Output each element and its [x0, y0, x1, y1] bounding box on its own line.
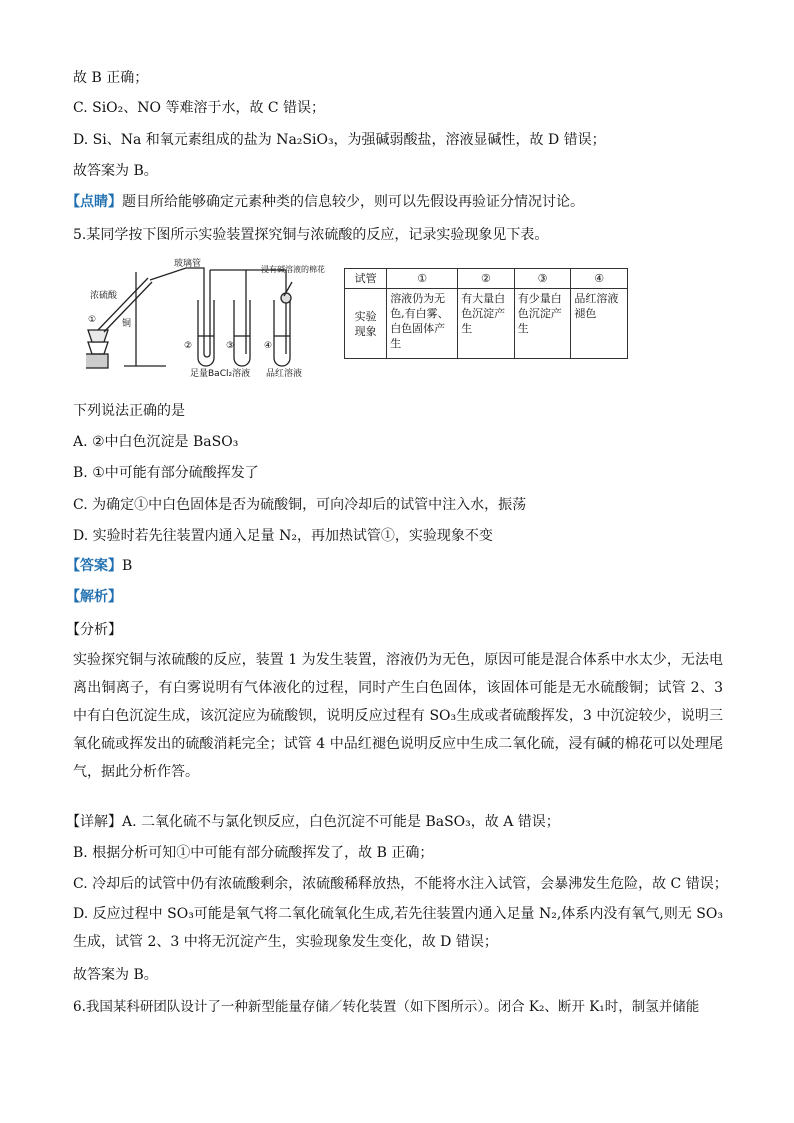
- tip-tag: 【点睛】: [66, 194, 122, 210]
- table-row-label: 实验现象: [345, 289, 387, 359]
- table-header-2: ②: [458, 269, 515, 289]
- label-n2: ②: [184, 341, 193, 351]
- question-stem: 下列说法正确的是: [73, 403, 185, 419]
- label-n1: ①: [88, 315, 97, 325]
- answer-line: [66, 556, 132, 576]
- table-header-tube: 试管: [345, 269, 387, 289]
- question-6-title: 6.我国某科研团队设计了一种新型能量存储／转化装置（如下图所示）。闭合 K₂、断开 K₁时，制氢并储能: [73, 999, 700, 1015]
- detail-line-c: C. 冷却后的试管中仍有浓硫酸剩余，浓硫酸稀释放热，不能将水注入试管，会暴沸发生危险，故 C 错误；: [73, 876, 728, 892]
- observation-table: [344, 268, 628, 359]
- detail-line-a: [66, 812, 560, 832]
- option-c: C. 为确定①中白色固体是否为硫酸铜，可向冷却后的试管中注入水，振荡: [73, 497, 527, 513]
- option-a: A. ②中白色沉淀是 BaSO₃: [73, 434, 239, 450]
- analysis-paragraph: 实验探究铜与浓硫酸的反应，装置 1 为发生装置，溶液仍为无色，原因可能是混合体系中水太少，无法电离出铜离子，有白雾说明有气体液化的过程，同时产生白色固体，该固体可能是无水硫酸铜；试管 2、3 中有白色沉淀生成，该沉淀应为硫酸钡，说明反应过程有 SO₃生成或者硫酸挥发，3 中沉淀较少，说明三氧化硫或挥发出的硫酸消耗完全；试管 4 中品红褪色说明反应中生成二氧化硫，浸有碱的棉花可以处理尾气，据此分析作答。: [73, 652, 723, 780]
- label-pinred: 品红溶液: [266, 369, 303, 378]
- detail-end: 故答案为 B。: [73, 967, 158, 983]
- label-n3: ③: [226, 341, 235, 351]
- option-d: D. 实验时若先往装置内通入足量 N₂，再加热试管①，实验现象不变: [73, 528, 493, 544]
- detail-tag: 【详解】: [66, 814, 122, 830]
- table-header-1: ①: [387, 269, 458, 289]
- label-cotton: 浸有碱溶液的棉花: [261, 265, 325, 274]
- label-acid: 浓硫酸: [90, 291, 118, 301]
- table-header-4: ④: [571, 269, 628, 289]
- line-2: C. SiO₂、NO 等难溶于水，故 C 错误；: [73, 100, 326, 116]
- tip-text: 题目所给能够确定元素种类的信息较少，则可以先假设再验证分情况讨论。: [122, 194, 584, 210]
- tip-line: [66, 192, 584, 212]
- detail-line-b: B. 根据分析可知①中可能有部分硫酸挥发了，故 B 正确；: [73, 845, 434, 861]
- table-cell-2: 有大量白色沉淀产生: [458, 289, 515, 359]
- answer-tag: 【答案】: [66, 558, 122, 574]
- apparatus-diagram: [86, 258, 336, 378]
- line-3: D. Si、Na 和氧元素组成的盐为 Na₂SiO₃，为强碱弱酸盐，溶液显碱性，故 D 错误；: [73, 132, 606, 148]
- detail-line-d: D. 反应过程中 SO₃可能是氧气将二氧化硫氧化生成,若先往装置内通入足量 N₂,体系内没有氧气,则无 SO₃生成，试管 2、3 中将无沉淀产生，实验现象发生变化，故 D 错误；: [73, 906, 723, 950]
- detail-a: A. 二氧化硫不与氯化钡反应，白色沉淀不可能是 BaSO₃，故 A 错误；: [122, 814, 560, 830]
- table-cell-1: 溶液仍为无色,有白雾、白色固体产生: [387, 289, 458, 359]
- fenxi-tag: 【分析】: [66, 622, 122, 638]
- table-cell-3: 有少量白色沉淀产生: [514, 289, 571, 359]
- label-n4: ④: [264, 341, 273, 351]
- table-cell-4: 品红溶液褪色: [571, 289, 628, 359]
- jiexi-tag: 【解析】: [66, 589, 122, 605]
- label-glass-tube: 玻璃管: [174, 259, 202, 269]
- table-header-3: ③: [514, 269, 571, 289]
- line-1: 故 B 正确；: [73, 70, 149, 86]
- label-bacl2: 足量BaCl₂溶液: [190, 369, 251, 378]
- line-4: 故答案为 B。: [73, 163, 158, 179]
- question-5-title: 5.某同学按下图所示实验装置探究铜与浓硫酸的反应，记录实验现象见下表。: [73, 227, 549, 243]
- label-copper: 铜: [122, 319, 132, 329]
- answer-value: B: [122, 558, 133, 574]
- option-b: B. ①中可能有部分硫酸挥发了: [73, 465, 259, 481]
